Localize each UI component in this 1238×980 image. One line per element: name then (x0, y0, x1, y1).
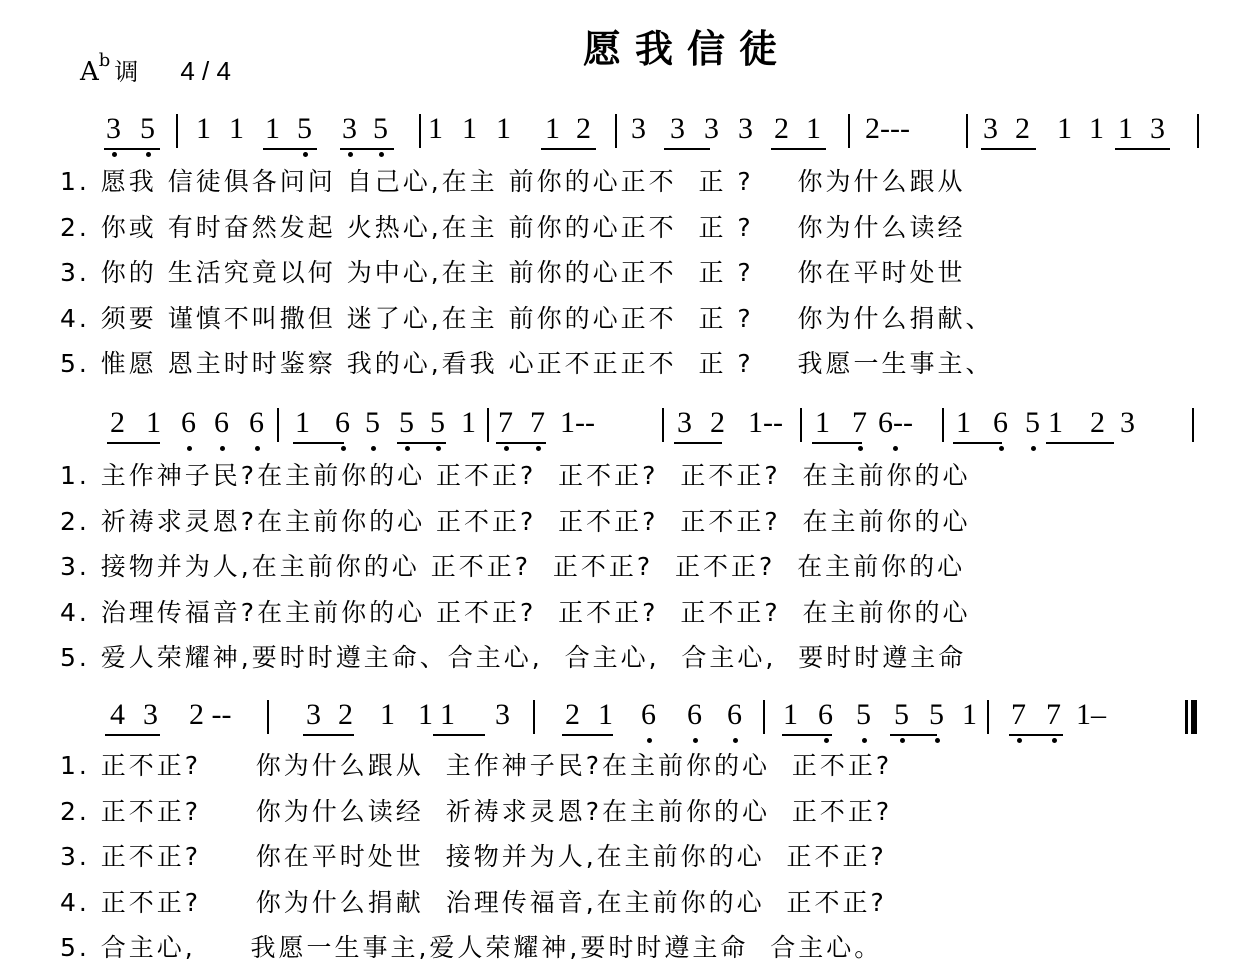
notation-system-3 (0, 698, 1238, 748)
beam-underline (105, 734, 160, 736)
note: 5 (894, 698, 909, 731)
beam-underline (496, 442, 546, 444)
note: 1 (598, 698, 613, 731)
song-title: 愿我信徒 (583, 27, 792, 71)
note: 6 (181, 406, 196, 439)
key-signature (80, 52, 231, 87)
note: 1 (806, 112, 821, 145)
key-flat: b (98, 50, 111, 72)
note: 6 (641, 698, 656, 731)
note: 2 (1015, 112, 1030, 145)
note: 1-- (748, 406, 783, 439)
note: 5 (856, 698, 871, 731)
lyric-verse-2: 2. 祈祷求灵恩?在主前你的心 正不正? 正不正? 正不正? 在主前你的心 (60, 506, 971, 536)
note: 7 (1046, 698, 1061, 731)
note: 6 (727, 698, 742, 731)
note: 5 (365, 406, 380, 439)
beam-underline (771, 148, 826, 150)
lyric-verse-4: 4. 正不正? 你为什么捐献 治理传福音,在主前你的心 正不正? (60, 887, 887, 917)
note: 3 (306, 698, 321, 731)
note: 5 (430, 406, 445, 439)
lyric-verse-1: 1. 愿我 信徒俱各问问 自己心,在主 前你的心正不 正 ? 你为什么跟从 (60, 167, 966, 196)
note: 1 (461, 406, 476, 439)
beam-underline (674, 442, 722, 444)
bar-line (800, 408, 802, 442)
beam-underline (433, 734, 485, 736)
note: 3 (1150, 112, 1165, 145)
bar-line (1192, 408, 1194, 442)
lyric-verse-2: 2. 正不正? 你为什么读经 祈祷求灵恩?在主前你的心 正不正? (60, 796, 893, 826)
beam-underline (104, 148, 160, 150)
note: 3 (1120, 406, 1135, 439)
note: 1– (1076, 698, 1106, 731)
note: 3 (342, 112, 357, 145)
notation-system-1 (0, 112, 1238, 162)
note: 2 (1090, 406, 1105, 439)
note: 3 (704, 112, 719, 145)
beam-underline (107, 442, 160, 444)
bar-line (419, 114, 421, 148)
note: 5 (373, 112, 388, 145)
note: 3 (983, 112, 998, 145)
note: 2--- (865, 112, 910, 145)
note: 1 (146, 406, 161, 439)
bar-line (1197, 114, 1199, 148)
lyric-verse-2: 2. 你或 有时奋然发起 火热心,在主 前你的心正不 正 ? 你为什么读经 (60, 212, 966, 242)
note: 1 (229, 112, 244, 145)
note: 2 (576, 112, 591, 145)
note: 1 (1118, 112, 1133, 145)
note: 5 (1025, 406, 1040, 439)
note: 1 (815, 406, 830, 439)
lyric-verse-3: 3. 接物并为人,在主前你的心 正不正? 正不正? 正不正? 在主前你的心 (60, 552, 966, 581)
note: 1 (962, 698, 977, 731)
beam-underline (340, 148, 394, 150)
lyric-verse-3: 3. 正不正? 你在平时处世 接物并为人,在主前你的心 正不正? (60, 842, 887, 871)
beam-underline (293, 442, 344, 444)
note: 1 (783, 698, 798, 731)
beam-underline (1009, 734, 1063, 736)
note: 2 (710, 406, 725, 439)
note: 5 (929, 698, 944, 731)
note: 1 (380, 698, 395, 731)
note: 3 (143, 698, 158, 731)
key-note: A (80, 57, 99, 87)
bar-line (487, 408, 489, 442)
lyric-verse-5: 5. 爱人荣耀神,要时时遵主命、合主心, 合主心, 合主心, 要时时遵主命 (60, 643, 967, 672)
note: 1 (265, 112, 280, 145)
note: 5 (399, 406, 414, 439)
note: 3 (670, 112, 685, 145)
bar-line (267, 700, 269, 734)
beam-underline (263, 148, 317, 150)
note: 3 (677, 406, 692, 439)
bar-line (966, 114, 968, 148)
note: 6 (993, 406, 1008, 439)
bar-line (533, 700, 535, 734)
lyric-verse-1: 1. 主作神子民?在主前你的心 正不正? 正不正? 正不正? 在主前你的心 (60, 461, 971, 490)
bar-line (662, 408, 664, 442)
bar-line (942, 408, 944, 442)
lyric-verse-4: 4. 须要 谨慎不叫撒但 迷了心,在主 前你的心正不 正 ? 你为什么捐献、 (60, 303, 994, 333)
note: 1 (496, 112, 511, 145)
bar-line (848, 114, 850, 148)
note: 1 (545, 112, 560, 145)
lyric-verse-3: 3. 你的 生活究竟以何 为中心,在主 前你的心正不 正 ? 你在平时处世 (60, 258, 966, 287)
note: 3 (738, 112, 753, 145)
beam-underline (541, 148, 596, 150)
beam-underline (953, 442, 1002, 444)
note: 6 (214, 406, 229, 439)
note: 1 (428, 112, 443, 145)
bar-line (615, 114, 617, 148)
note: 1 (1089, 112, 1104, 145)
note: 1 (462, 112, 477, 145)
note: 7 (498, 406, 513, 439)
note: 1-- (560, 406, 595, 439)
key-suffix: 调 (114, 58, 139, 86)
note: 5 (297, 112, 312, 145)
beam-underline (397, 442, 446, 444)
final-bar-line (1191, 700, 1197, 734)
beam-underline (981, 148, 1036, 150)
note: 3 (631, 112, 646, 145)
note: 2 (338, 698, 353, 731)
note: 1 (1057, 112, 1072, 145)
final-bar-line (1185, 700, 1188, 734)
lyric-verse-1: 1. 正不正? 你为什么跟从 主作神子民?在主前你的心 正不正? (60, 751, 893, 780)
note: 6 (335, 406, 350, 439)
notation-system-2 (0, 406, 1238, 456)
note: 2 -- (189, 698, 232, 731)
note: 7 (1011, 698, 1026, 731)
beam-underline (664, 148, 710, 150)
note: 3 (106, 112, 121, 145)
note: 1 (295, 406, 310, 439)
note: 1 (956, 406, 971, 439)
beam-underline (782, 734, 832, 736)
time-signature: 4 / 4 (180, 56, 231, 86)
note: 4 (110, 698, 125, 731)
beam-underline (562, 734, 613, 736)
bar-line (277, 408, 279, 442)
note: 5 (140, 112, 155, 145)
lyric-verse-5: 5. 合主心, 我愿一生事主,爱人荣耀神,要时时遵主命 合主心。 (60, 933, 883, 962)
beam-underline (303, 734, 354, 736)
bar-line (987, 700, 989, 734)
note: 2 (565, 698, 580, 731)
note: 6 (687, 698, 702, 731)
beam-underline (890, 734, 937, 736)
note: 1 (1048, 406, 1063, 439)
beam-underline (1046, 442, 1114, 444)
note: 2 (110, 406, 125, 439)
note: 6-- (878, 406, 913, 439)
lyric-verse-5: 5. 惟愿 恩主时时鉴察 我的心,看我 心正不正正不 正 ? 我愿一生事主、 (60, 349, 994, 378)
bar-line (763, 700, 765, 734)
lyric-verse-4: 4. 治理传福音?在主前你的心 正不正? 正不正? 正不正? 在主前你的心 (60, 597, 971, 627)
note: 3 (495, 698, 510, 731)
note: 6 (249, 406, 264, 439)
note: 1 (418, 698, 433, 731)
beam-underline (1115, 148, 1170, 150)
note: 2 (774, 112, 789, 145)
bar-line (176, 114, 178, 148)
note: 6 (818, 698, 833, 731)
note: 1 (440, 698, 455, 731)
beam-underline (812, 442, 862, 444)
note: 1 (196, 112, 211, 145)
note: 7 (852, 406, 867, 439)
note: 7 (530, 406, 545, 439)
